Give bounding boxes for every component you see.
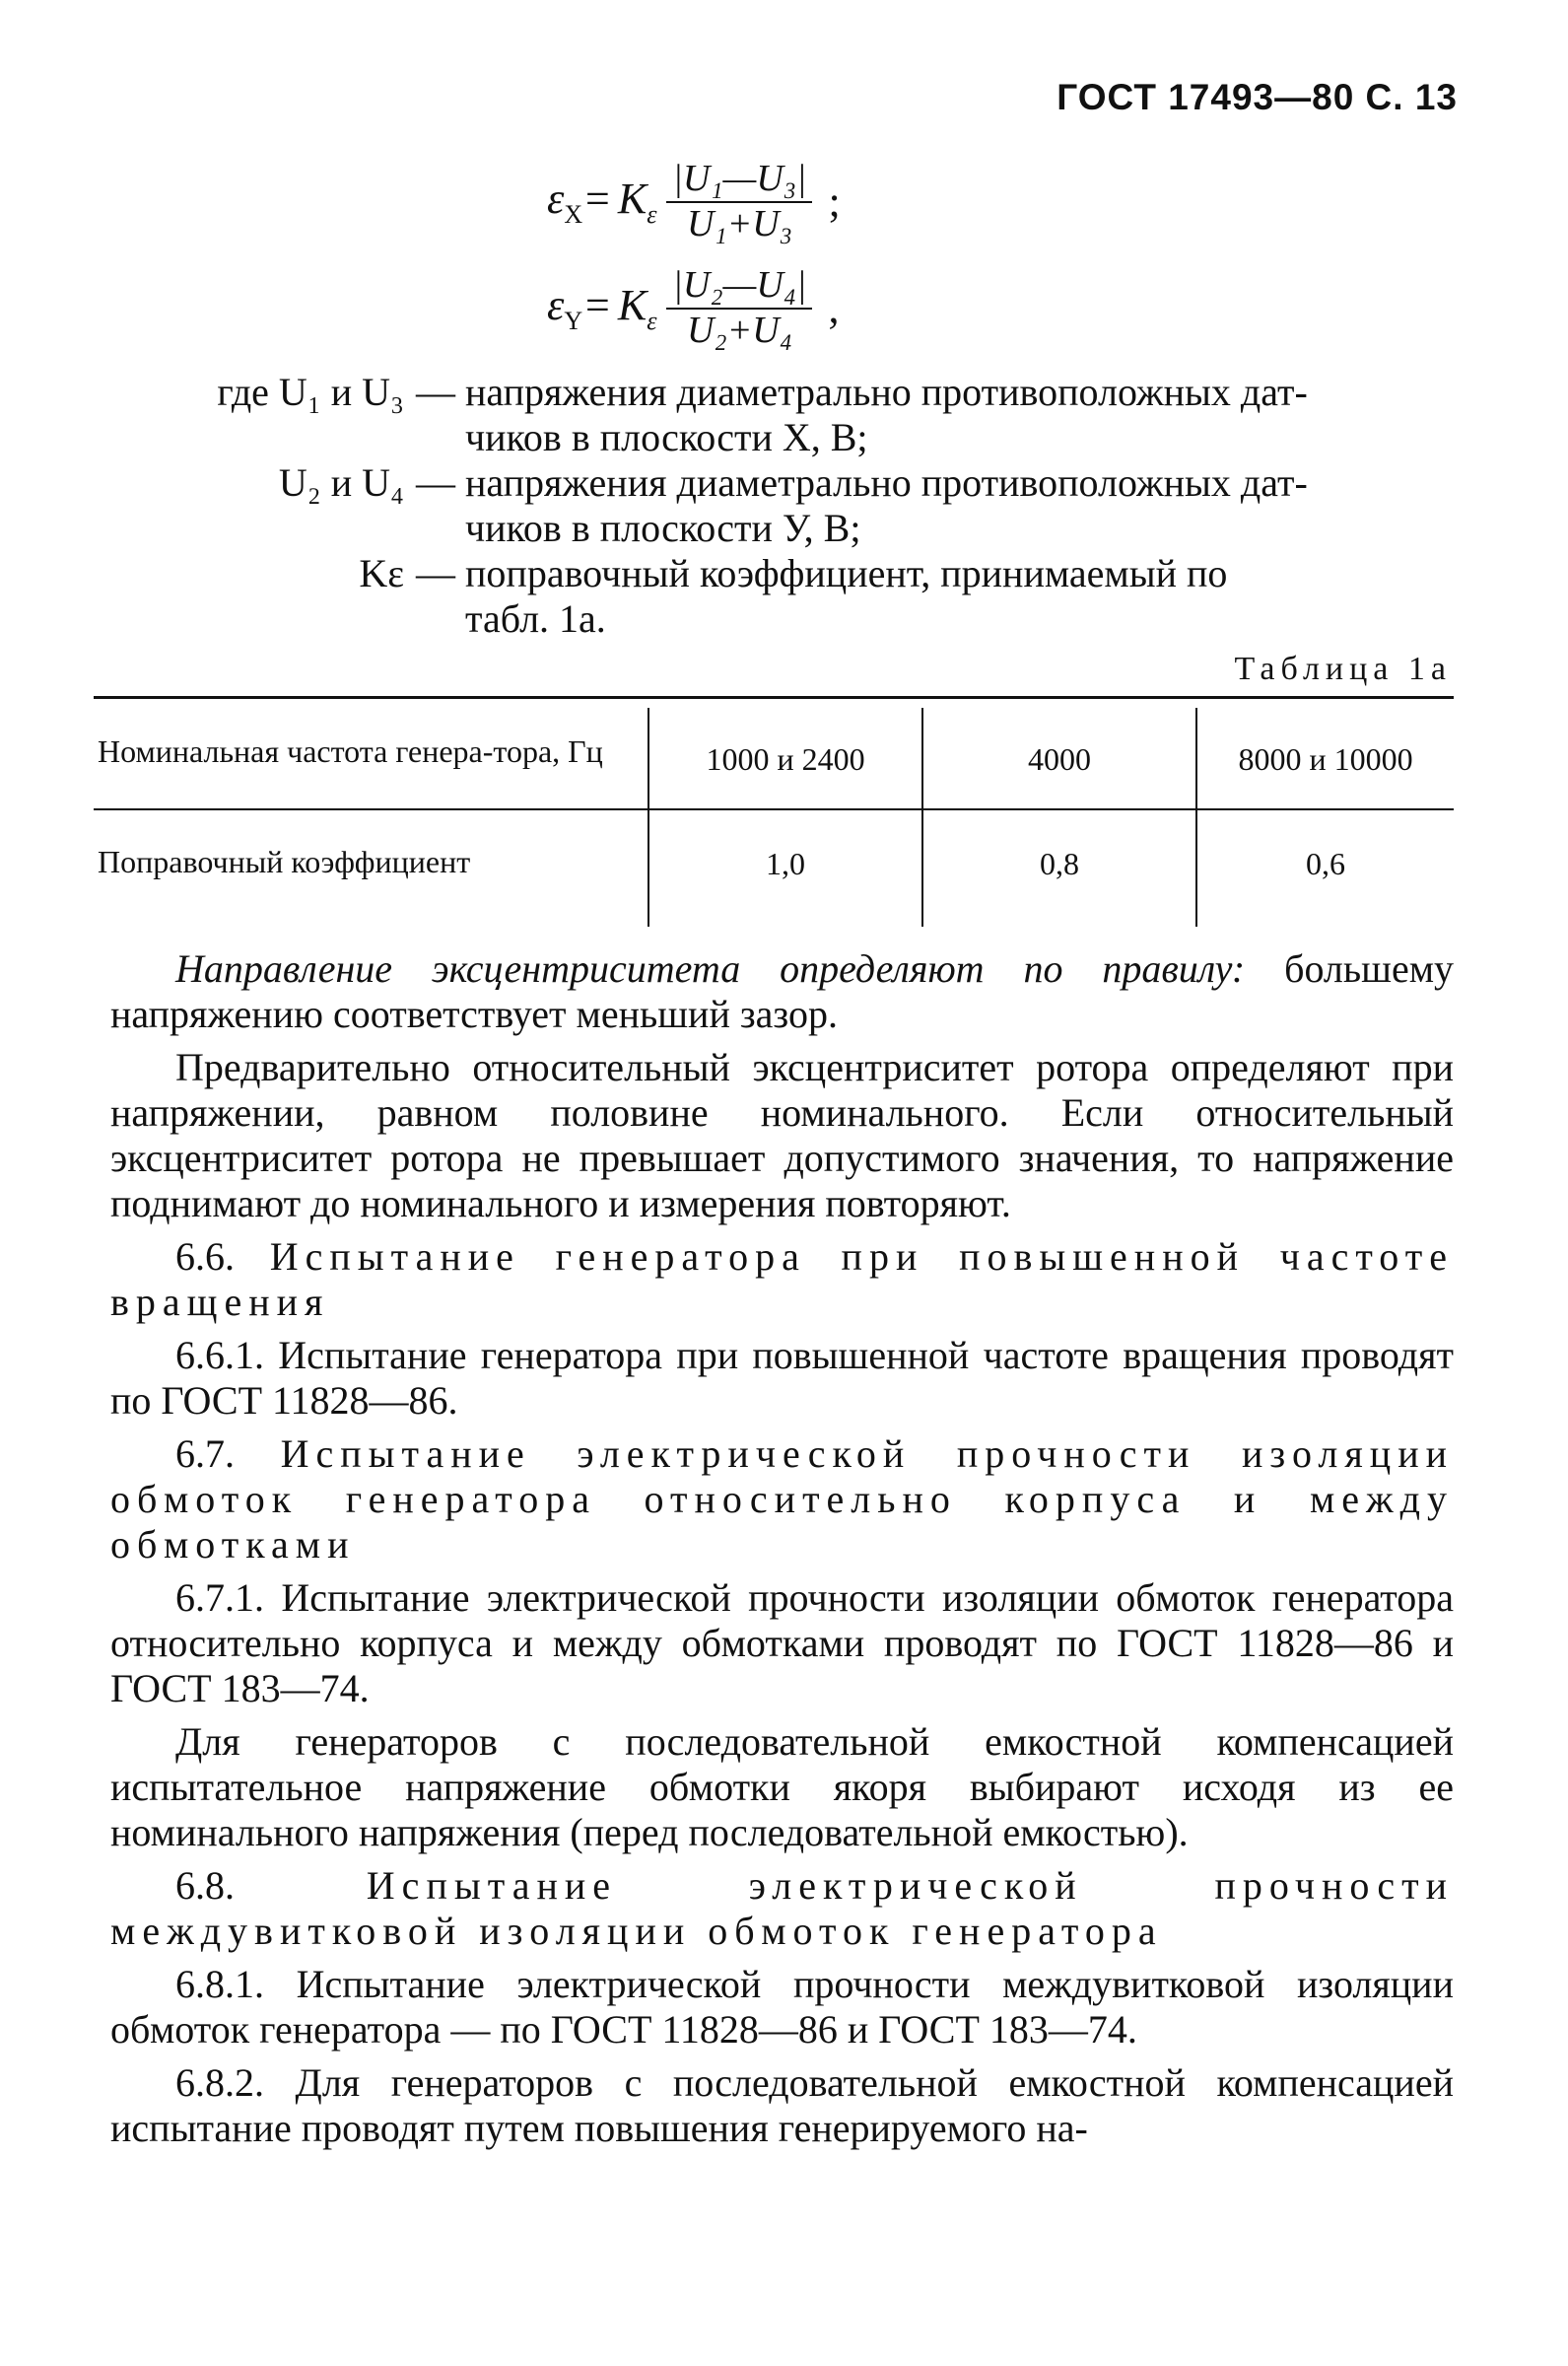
- definition-dash: —: [416, 370, 455, 414]
- running-header: ГОСТ 17493—80 С. 13: [1057, 77, 1458, 117]
- paragraph: 6.8.2. Для генераторов с последовательной емкостной компенсацией испытание проводят путем повышения генерируемого на-: [110, 2060, 1454, 2150]
- fraction-denominator: U₂+U₄: [686, 309, 792, 351]
- variable-definitions: [94, 370, 1454, 642]
- table-column-header: 1000 и 2400: [706, 740, 865, 777]
- formula-epsilon-x: [547, 160, 841, 244]
- table-cell: 1,0: [766, 845, 805, 881]
- definition-row: [94, 370, 1454, 460]
- definition-term: Kε: [359, 551, 404, 595]
- formula-coefficient: $K_\varepsilon$: [617, 281, 657, 336]
- definition-row: [94, 551, 1454, 642]
- definition-row: [94, 460, 1454, 551]
- table-cell: 0,8: [1040, 845, 1079, 881]
- table-column-header: 4000: [1028, 740, 1091, 777]
- fraction-numerator: |U₂—U₄|: [666, 266, 812, 310]
- formula-fraction: [666, 266, 812, 351]
- paragraph: 6.7.1. Испытание электрической прочности изоляции обмоток генератора относительно корпуса и между обмотками проводят по ГОСТ 11828—86 и ГОСТ 183—74.: [110, 1575, 1454, 1710]
- formula-lhs: $\varepsilon_X=$: [547, 174, 612, 230]
- section-heading: 6.6. Испытание генератора при повышенной частоте вращения: [110, 1234, 1455, 1324]
- definition-text: напряжения диаметрально противоположных дат- чиков в плоскости X, В;: [465, 370, 1308, 459]
- table-header-rule: [94, 808, 1454, 810]
- formula-punctuation: ,: [828, 284, 840, 333]
- formula-coefficient: $K_\varepsilon$: [617, 174, 657, 230]
- table-top-rule: [94, 696, 1454, 699]
- paragraph: Для генераторов с последовательной емкостной компенсацией испытательное напряжение обмотки якоря выбирают исходя из ее номинального напряжения (перед последовательной емкостью).: [110, 1719, 1454, 1854]
- definition-term: где U₁ и U₃: [217, 370, 404, 414]
- section-heading: 6.7. Испытание электрической прочности изоляции обмоток генератора относительно корпуса и между обмотками: [110, 1431, 1454, 1566]
- definition-dash: —: [416, 460, 455, 505]
- section-heading: 6.8. Испытание электрической прочности междувитковой изоляции обмоток генератора: [110, 1863, 1454, 1953]
- fraction-denominator: U₁+U₃: [686, 202, 792, 244]
- formula-epsilon-y: [547, 266, 839, 351]
- definition-term: U₂ и U₄: [278, 460, 404, 505]
- table-header-label: Номинальная частота генера-тора, Гц: [98, 733, 603, 769]
- table-column-header: 8000 и 10000: [1238, 740, 1413, 777]
- table-caption: Таблица 1а: [1234, 651, 1452, 687]
- paragraph: 6.8.1. Испытание электрической прочности междувитковой изоляции обмоток генератора — по ГОСТ 11828—86 и ГОСТ 183—74.: [110, 1962, 1454, 2052]
- fraction-numerator: |U₁—U₃|: [666, 160, 812, 203]
- table-cell: 0,6: [1306, 845, 1345, 881]
- formula-punctuation: ;: [828, 177, 841, 227]
- definition-text: поправочный коэффициент, принимаемый по табл. 1а.: [465, 551, 1228, 641]
- definition-text: напряжения диаметрально противоположных дат- чиков в плоскости У, В;: [465, 460, 1308, 550]
- formula-fraction: [666, 160, 812, 244]
- formula-lhs: $\varepsilon_Y=$: [547, 281, 612, 336]
- paragraph: 6.6.1. Испытание генератора при повышенной частоте вращения проводят по ГОСТ 11828—86.: [110, 1333, 1454, 1423]
- paragraph: Направление эксцентриситета определяют по правилу: большему напряжению соответствует меньший зазор.: [110, 946, 1455, 1036]
- table-row-label: Поправочный коэффициент: [98, 844, 471, 879]
- definition-dash: —: [416, 551, 455, 595]
- body-text: [110, 946, 1454, 2159]
- paragraph: Предварительно относительный эксцентриситет ротора определяют при напряжении, равном половине номинального. Если относительный эксцентриситет ротора не превышает допустимого значения, то напряжение поднимают до номинального и измерения повторяют.: [110, 1045, 1454, 1225]
